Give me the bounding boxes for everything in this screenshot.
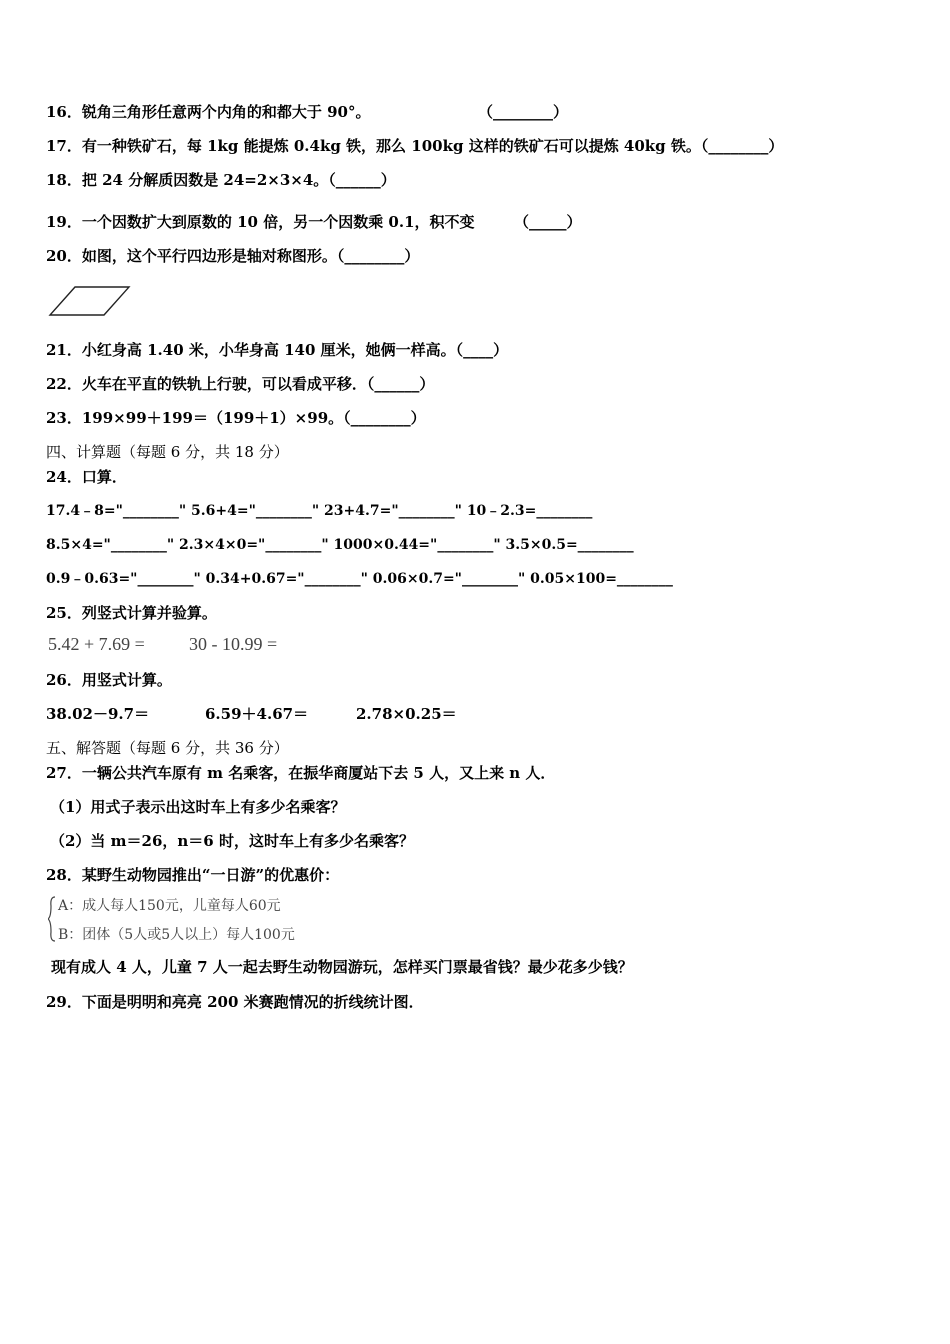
question-21: 21．小红身高 1.40 米，小华身高 140 厘米，她俩一样高。（____）: [46, 341, 509, 359]
question-29: 29．下面是明明和亮亮 200 米赛跑情况的折线统计图．: [46, 993, 424, 1011]
question-17: 17．有一种铁矿石，每 1kg 能提炼 0.4kg 铁，那么 100kg 这样的铁矿石可以提炼 40kg 铁。（________）: [46, 137, 784, 155]
section-4-title: 四、计算题（每题 6 分，共 18 分）: [46, 443, 289, 461]
question-25-expressions: [48, 634, 448, 658]
section-5-title: 五、解答题（每题 6 分，共 36 分）: [46, 739, 289, 757]
question-27-sub-1: （1）用式子表示出这时车上有多少名乘客？: [50, 798, 346, 816]
question-24-row-1: 17.4﹣8="________" 5.6+4="________" 23+4.7="________" 10﹣2.3=________: [46, 503, 593, 519]
option-b: B：团体（5人或5人以上）每人100元: [58, 927, 295, 943]
options-brace: [48, 896, 56, 942]
question-28: 28．某野生动物园推出“一日游”的优惠价：: [46, 866, 340, 884]
question-27-sub-2: （2）当 m＝26，n＝6 时，这时车上有多少名乘客？: [50, 832, 414, 850]
question-25-expr-2: 30 - 10.99 =: [189, 634, 278, 654]
question-24-row-2: 8.5×4="________" 2.3×4×0="________" 1000×0.44="________" 3.5×0.5=________: [46, 537, 634, 553]
question-26-expr-2: 6.59＋4.67＝: [205, 705, 309, 723]
question-16-text: 16．锐角三角形任意两个内角的和都大于 90°。: [46, 103, 371, 121]
question-23: 23．199×99＋199＝（199＋1）×99。（________）: [46, 409, 426, 427]
question-25-expr-1: 5.42 + 7.69 =: [48, 634, 145, 654]
question-18: 18．把 24 分解质因数是 24=2×3×4。（______）: [46, 171, 396, 189]
question-19-blank: （_____）: [514, 213, 582, 231]
question-26-expr-1: 38.02－9.7＝: [46, 705, 150, 723]
question-24-title: 24．口算．: [46, 468, 127, 486]
question-22: 22．火车在平直的铁轨上行驶，可以看成平移．（______）: [46, 375, 435, 393]
question-16-blank: （________）: [478, 103, 569, 121]
question-20: 20．如图，这个平行四边形是轴对称图形。（________）: [46, 247, 420, 265]
question-26-expr-3: 2.78×0.25＝: [356, 705, 457, 723]
question-19: [46, 212, 582, 232]
question-24-row-3: 0.9﹣0.63="________" 0.34+0.67="________" 0.06×0.7="________" 0.05×100=________: [46, 571, 673, 587]
question-26-expressions: [46, 704, 646, 724]
parallelogram-figure: [48, 284, 132, 318]
option-a: A：成人每人150元，儿童每人60元: [58, 898, 281, 914]
question-19-text: 19．一个因数扩大到原数的 10 倍，另一个因数乘 0.1，积不变: [46, 213, 475, 231]
question-26-title: 26．用竖式计算。: [46, 671, 172, 689]
question-16: [46, 102, 569, 122]
question-25-title: 25．列竖式计算并验算。: [46, 604, 217, 622]
question-28-question: 现有成人 4 人，儿童 7 人一起去野生动物园游玩，怎样买门票最省钱？最少花多少钱？: [51, 958, 633, 976]
question-27: 27．一辆公共汽车原有 m 名乘客，在振华商厦站下去 5 人，又上来 n 人．: [46, 764, 556, 782]
